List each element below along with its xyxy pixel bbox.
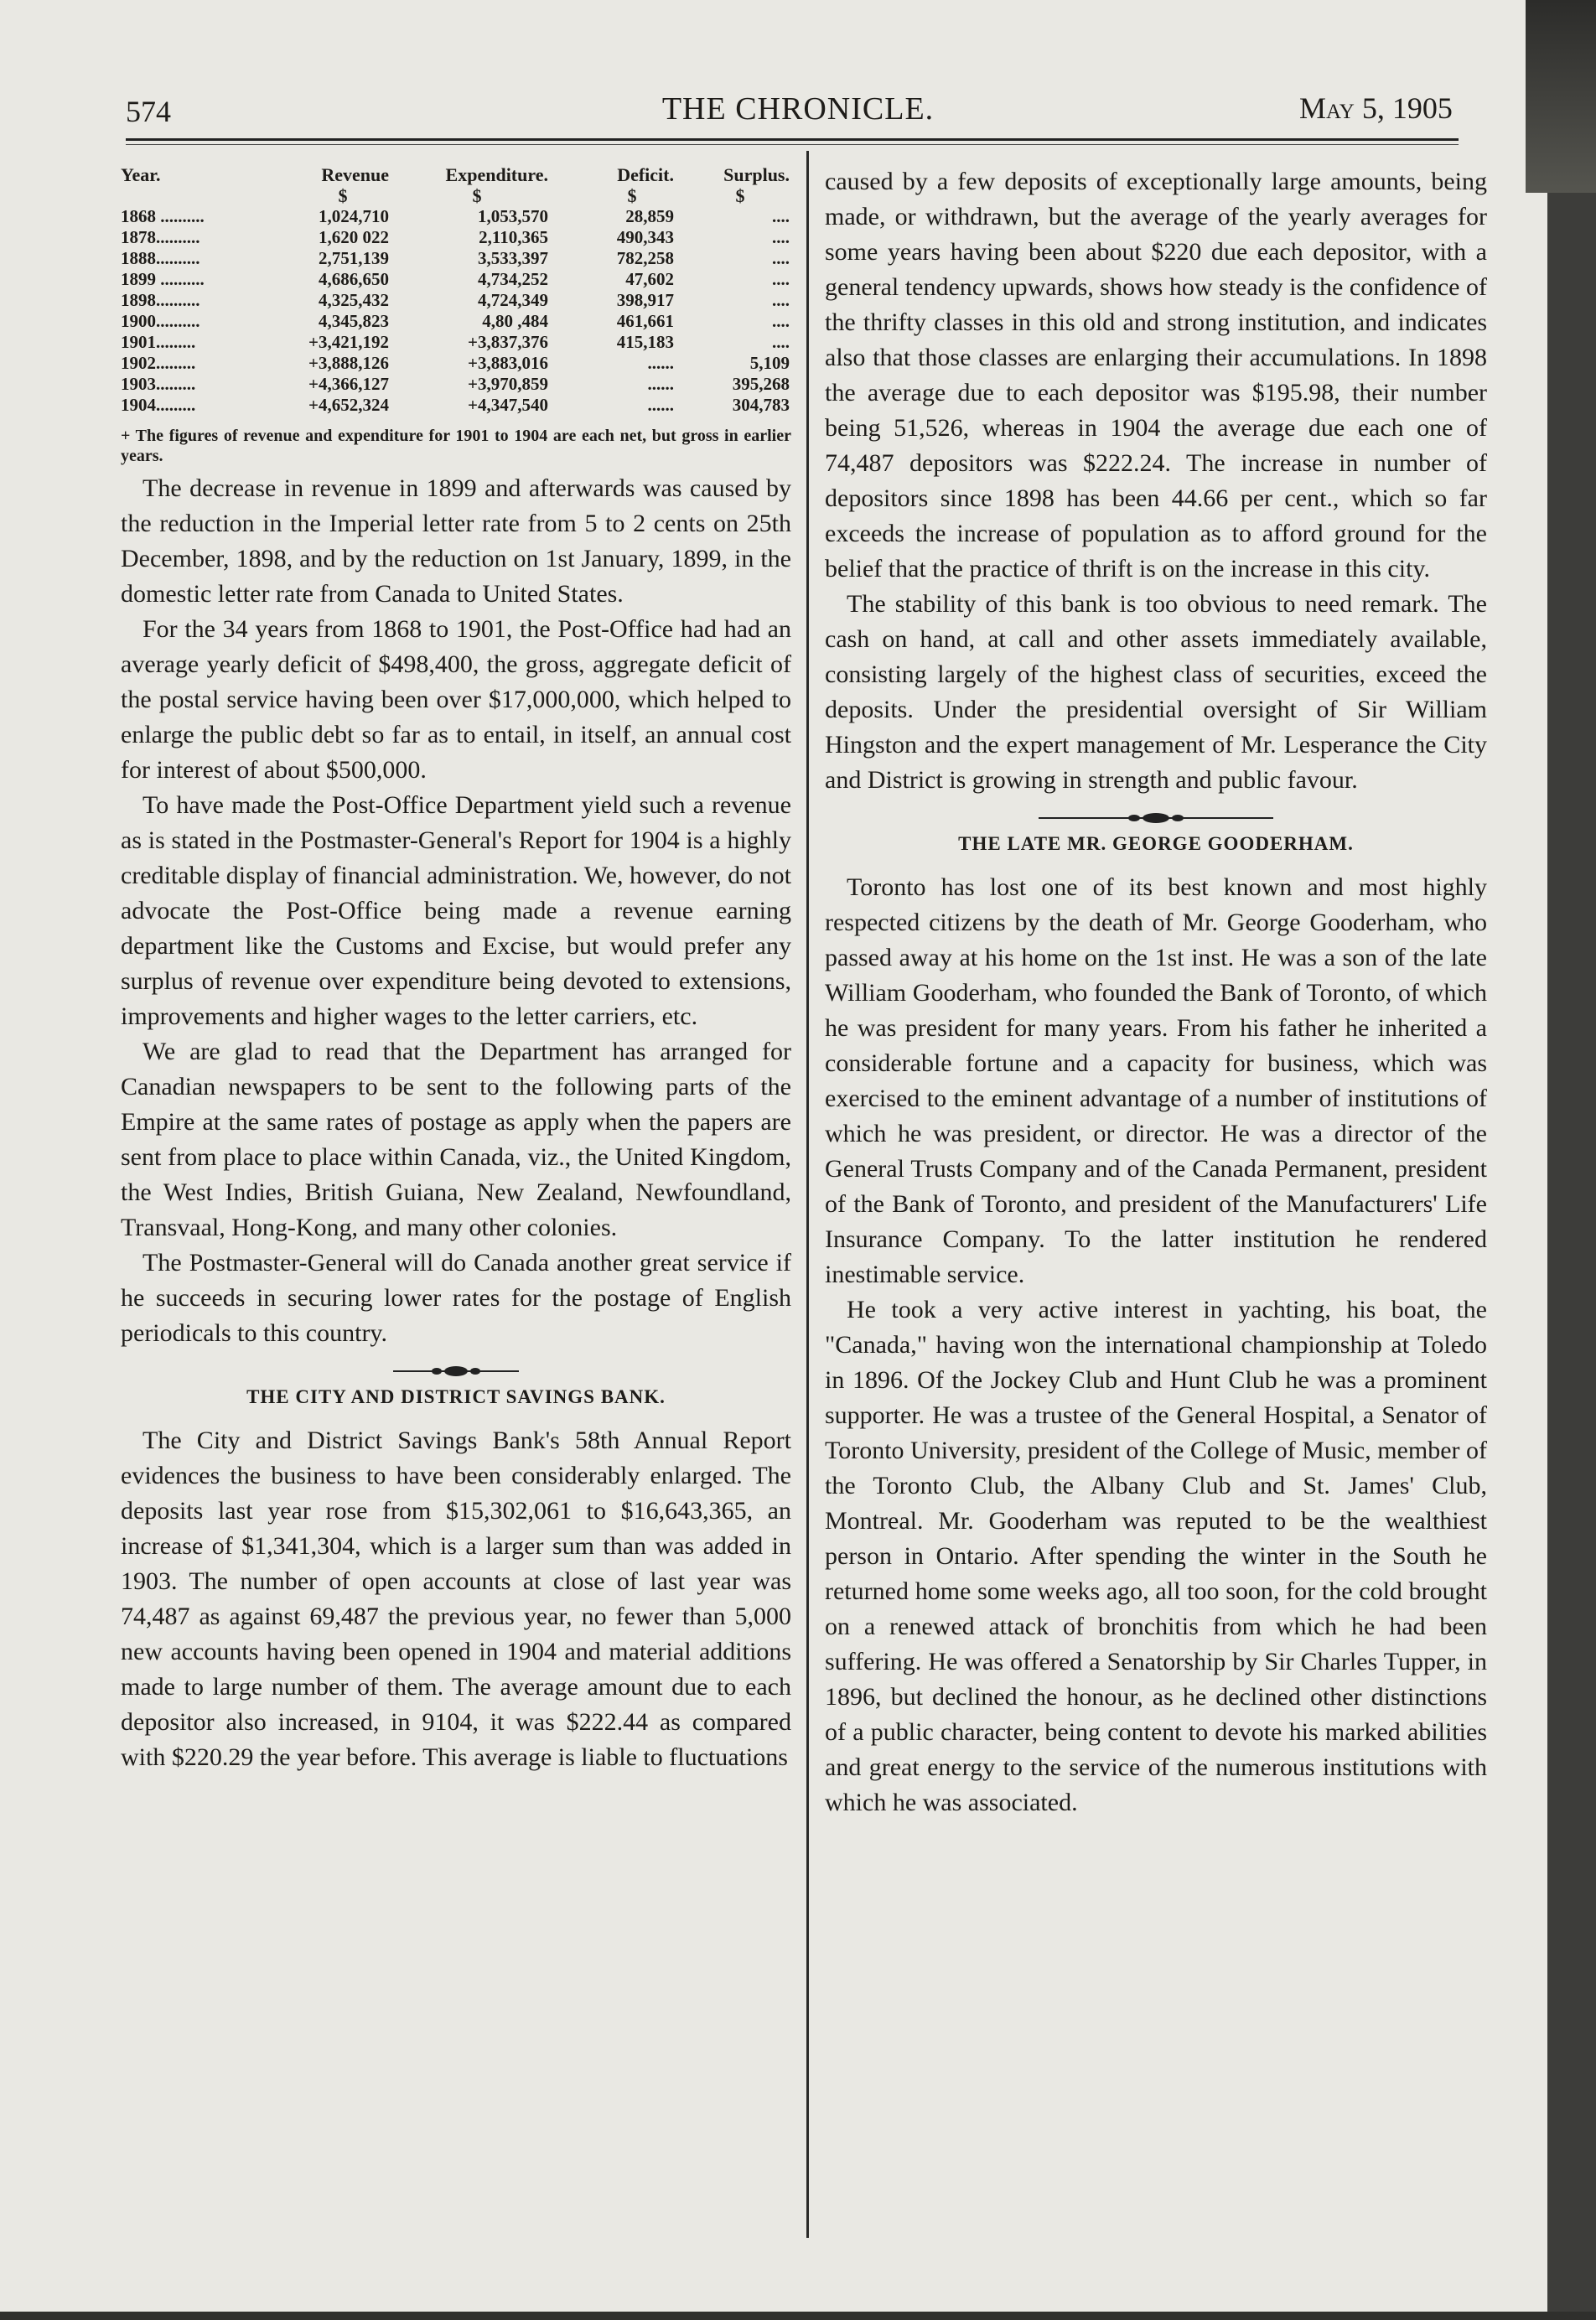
table-cell: 1,024,710	[319, 206, 389, 226]
paragraph: For the 34 years from 1868 to 1901, the Post-Office had had an average yearly deficit of $498,400, the gross, aggregate deficit of the postal service having been over $17,000,000, which helped to enlarge the public debt so far as to entail, in itself, an annual cost for interest of about $500,000.	[121, 615, 791, 784]
table-cell: ....	[772, 332, 790, 352]
section-title-gooderham: THE LATE MR. GEORGE GOODERHAM.	[958, 833, 1354, 854]
table-footnote: + The figures of revenue and expenditure for 1901 to 1904 are each net, but gross in earlier years.	[121, 427, 791, 465]
table-cell: +4,652,324	[308, 395, 389, 415]
paragraph: He took a very active interest in yachting, his boat, the "Canada," having won the international championship at Toledo in 1896. Of the Jockey Club and Hunt Club he was a prominent supporter. He was a trustee of the General Hospital, a Senator of Toronto University, president of the College of Music, member of the Toronto Club, the Albany Club and St. James' Club, Montreal. Mr. Gooderham was reputed to be the wealthiest person in Ontario. After spending the winter in the South he returned home some weeks ago, all too soon, for the cold brought on a renewed attack of bronchitis from which he had been suffering. He was offered a Senatorship by Sir Charles Tupper, in 1896, but declined the honour, as he declined other distinctions of a public character, being content to devote his marked abilities and great energy to the service of the numerous institutions with which he was associated.	[825, 1296, 1487, 1816]
table-row	[121, 227, 790, 248]
table-cell: 1900..........	[121, 311, 200, 331]
table-cell: +3,970,859	[468, 374, 548, 394]
table-cell: 1904.........	[121, 395, 196, 415]
ornament-divider-icon	[393, 1363, 519, 1380]
unit-cell	[121, 185, 263, 206]
table-cell: 490,343	[616, 227, 674, 247]
table-cell: 1,053,570	[478, 206, 548, 226]
table-cell: +4,347,540	[468, 395, 548, 415]
gooderham-text	[825, 870, 1487, 1820]
table-cell: ....	[772, 248, 790, 268]
table-cell: 2,110,365	[479, 227, 548, 247]
table-cell: 4,734,252	[478, 269, 548, 289]
table-cell: 1888..........	[121, 248, 200, 268]
table-row	[121, 374, 790, 395]
table-cell: +3,421,192	[308, 332, 389, 352]
table-cell: +3,837,376	[468, 332, 548, 352]
paragraph: The Postmaster-General will do Canada another great service if he succeeds in securing lower rates for the postage of English periodicals to this country.	[121, 1249, 791, 1347]
table-cell: 4,345,823	[319, 311, 389, 331]
table-cell: 2,751,139	[319, 248, 389, 268]
paragraph: The City and District Savings Bank's 58th Annual Report evidences the business to have been considerably enlarged. The deposits last year rose from $15,302,061 to $16,643,365, an increase of $1,341,304, which is a larger sum than was added in 1903. The number of open accounts at close of last year was 74,487 as against 69,487 the previous year, no fewer than 5,000 new accounts having been opened in 1904 and material additions made to large number of them. The average amount due to each depositor also increased, in 9104, it was $222.44 as compared with $220.29 the year before. This average is liable to fluctuations	[121, 1427, 791, 1771]
page-header	[0, 0, 1596, 159]
table-row	[121, 353, 790, 374]
paragraph: The stability of this bank is too obvious to need remark. The cash on hand, at call and other assets immediately available, consisting largely of the highest class of securities, exceed the deposits. Under the presidential oversight of Sir William Hingston and the expert management of Mr. Lesperance the City and District is growing in strength and public favour.	[825, 590, 1487, 794]
table-cell: 1899 ..........	[121, 269, 205, 289]
table-header-row	[121, 164, 790, 185]
table-cell: 1903.........	[121, 374, 196, 394]
table-cell: 4,325,432	[319, 290, 389, 310]
table-cell: 5,109	[749, 353, 790, 373]
left-text-block	[121, 471, 791, 1351]
table-cell: ....	[772, 206, 790, 226]
page-bottom-edge	[0, 2312, 1596, 2320]
table-cell: +3,888,126	[308, 353, 389, 373]
table-cell: 28,859	[625, 206, 674, 226]
table-row	[121, 332, 790, 353]
table-cell: 304,783	[732, 395, 790, 415]
table-header-cell: Year.	[121, 164, 161, 185]
table-cell: 415,183	[616, 332, 674, 352]
table-cell: ....	[772, 269, 790, 289]
table-row	[121, 290, 790, 311]
table-cell: ....	[772, 227, 790, 247]
table-cell: 4,686,650	[319, 269, 389, 289]
paragraph: To have made the Post-Office Department yield such a revenue as is stated in the Postmaster-General's Report for 1904 is a highly creditable display of financial administration. We, however, do not advocate the Post-Office being made a revenue earning department like the Customs and Excise, but would prefer any surplus of revenue over expenditure being devoted to extensions, improvements and higher wages to the letter carriers, etc.	[121, 791, 791, 1030]
table-row	[121, 395, 790, 416]
page-number: 574	[126, 95, 171, 128]
table-row	[121, 269, 790, 290]
table-row	[121, 311, 790, 332]
right-column	[825, 164, 1487, 1820]
table-cell: ......	[647, 395, 674, 415]
savings-bank-text	[121, 1423, 791, 1775]
table-cell: 3,533,397	[478, 248, 548, 268]
page-edge-shadow	[1547, 193, 1596, 2320]
header-rule-thin	[126, 144, 1459, 145]
section-title-savings-bank: THE CITY AND DISTRICT SAVINGS BANK.	[246, 1386, 666, 1407]
column-divider	[806, 151, 809, 2238]
table-header-cell: Expenditure.	[445, 164, 548, 185]
table-cell: 4,80 ,484	[482, 311, 548, 331]
unit-cell: $	[627, 185, 637, 206]
table-cell: ......	[647, 374, 674, 394]
ornament-divider-icon	[1039, 810, 1273, 826]
table-cell: 1878..........	[121, 227, 200, 247]
postal-finance-table	[121, 164, 790, 416]
unit-cell: $	[472, 185, 482, 206]
table-cell: +3,883,016	[468, 353, 548, 373]
table-cell: 1901.........	[121, 332, 196, 352]
table-cell: 782,258	[616, 248, 674, 268]
header-rule	[126, 138, 1459, 141]
right-text-block	[825, 164, 1487, 798]
table-cell: ......	[647, 353, 674, 373]
issue-date: May 5, 1905	[1299, 91, 1453, 125]
table-cell: 395,268	[732, 374, 790, 394]
table-cell: 1868 ..........	[121, 206, 205, 226]
table-cell: 1902.........	[121, 353, 196, 373]
table-units-row	[121, 185, 790, 206]
section-ornament	[121, 1363, 791, 1381]
left-column	[121, 164, 791, 1775]
paragraph: caused by a few deposits of exceptionally large amounts, being made, or withdrawn, but the average of the yearly averages for some years having been about $220 due each depositor, with a general tendency upwards, shows how steady is the confidence of the thrifty classes in this old and strong institution, and indicates also that those classes are enlarging their accumulations. In 1898 the average due to each depositor was $195.98, their number being 51,526, whereas in 1904 the average due each one of 74,487 depositors was $222.24. The increase in number of depositors since 1898 has been 44.66 per cent., which so far exceeds the increase of population as to afford ground for the belief that the practice of thrift is on the increase in this city.	[825, 168, 1487, 583]
table-row	[121, 248, 790, 269]
unit-cell: $	[338, 185, 348, 206]
table-cell: ....	[772, 311, 790, 331]
table-cell: 461,661	[616, 311, 674, 331]
table-header-cell: Revenue	[321, 164, 389, 185]
table-header-cell: Surplus.	[723, 164, 790, 185]
publication-title: THE CHRONICLE.	[661, 91, 935, 127]
paragraph: Toronto has lost one of its best known and most highly respected citizens by the death of Mr. George Gooderham, who passed away at his home on the 1st inst. He was a son of the late William Gooderham, who founded the Bank of Toronto, of which he was president for many years. From his father he inherited a considerable fortune and a capacity for business, which was exercised to the eminent advantage of a number of institutions of which he was president, or director. He was a director of the General Trusts Company and of the Canada Permanent, president of the Bank of Toronto, and president of the Manufacturers' Life Insurance Company. To the latter institution he rendered inestimable service.	[825, 873, 1487, 1288]
table-cell: 47,602	[625, 269, 674, 289]
unit-cell: $	[735, 185, 745, 206]
table-header-cell: Deficit.	[617, 164, 674, 185]
paragraph: We are glad to read that the Department has arranged for Canadian newspapers to be sent to the following parts of the Empire at the same rates of postage as apply when the papers are sent from place to place within Canada, viz., the United Kingdom, the West Indies, British Guiana, New Zealand, Newfoundland, Transvaal, Hong-Kong, and many other colonies.	[121, 1038, 791, 1241]
table-cell: 1898..........	[121, 290, 200, 310]
table-cell: ....	[772, 290, 790, 310]
section-ornament	[825, 810, 1487, 828]
table-cell: 398,917	[616, 290, 674, 310]
table-cell: 4,724,349	[478, 290, 548, 310]
paragraph: The decrease in revenue in 1899 and afterwards was caused by the reduction in the Imperial letter rate from 5 to 2 cents on 25th December, 1898, and by the reduction on 1st January, 1899, in the domestic letter rate from Canada to United States.	[121, 474, 791, 608]
table-cell: 1,620 022	[319, 227, 389, 247]
table-row	[121, 206, 790, 227]
table-cell: +4,366,127	[308, 374, 389, 394]
